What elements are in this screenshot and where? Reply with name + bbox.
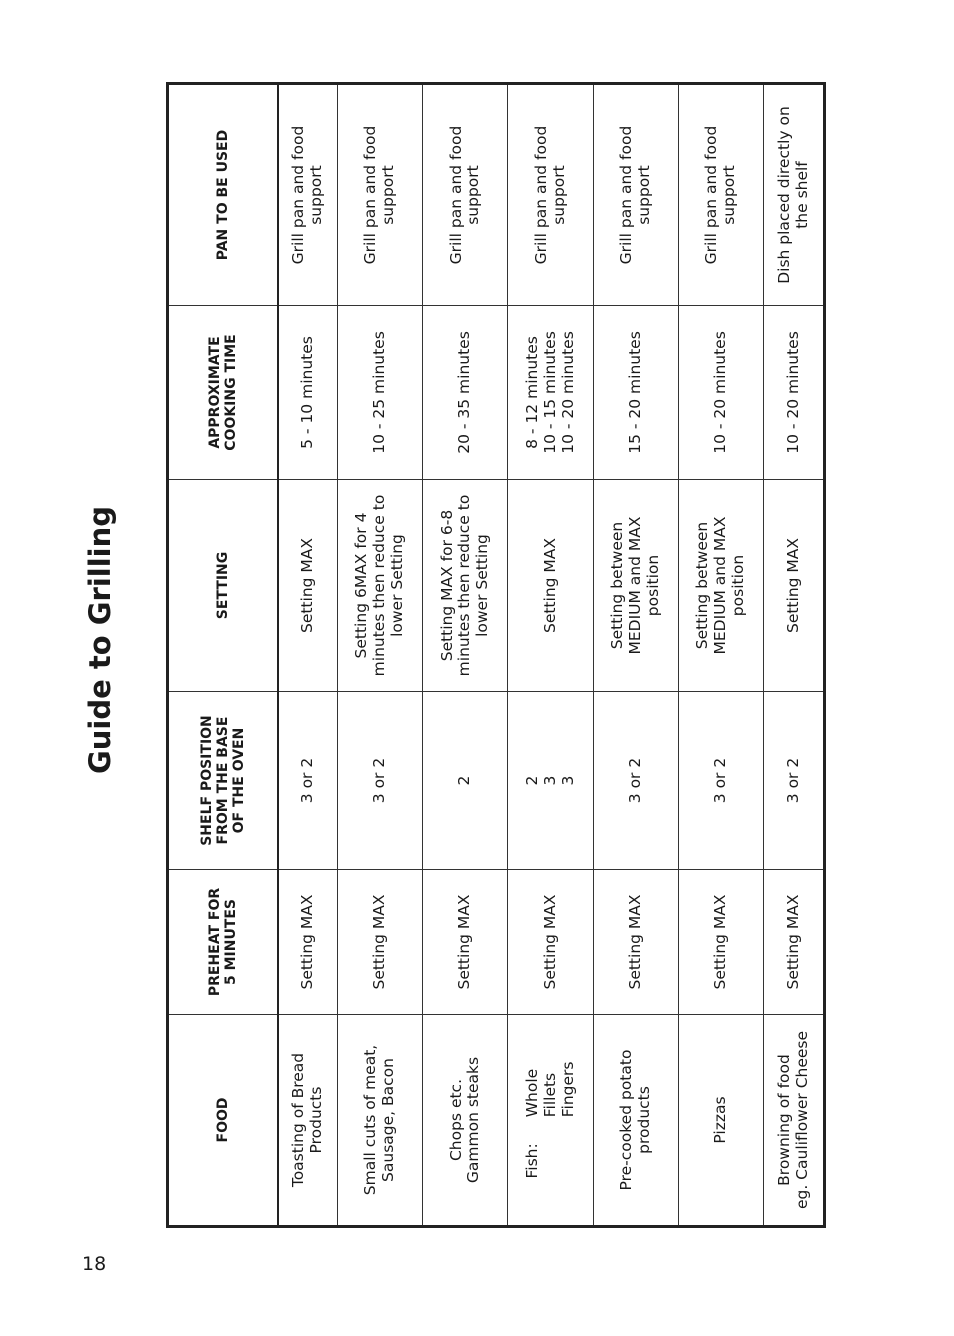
cell-setting: [764, 480, 825, 692]
cell-line: minutes then reduce to: [370, 494, 389, 677]
header-cooking-time: APPROXIMATE COOKING TIME: [168, 306, 278, 480]
cell-line: position: [729, 554, 748, 617]
cell-line: 2: [522, 775, 541, 786]
cell-preheat: Setting MAX: [593, 870, 678, 1015]
cell-line: minutes then reduce to: [455, 494, 474, 677]
cell-line: 10 - 20 minutes: [558, 331, 577, 454]
grilling-table-region: [166, 85, 826, 1228]
header-pan: PAN TO BE USED: [168, 84, 278, 306]
cell-food: [764, 1015, 825, 1227]
cell-line: Toasting of Bread: [288, 1052, 307, 1188]
table-row: [423, 84, 508, 1227]
cell-line: Grill pan and food: [702, 125, 721, 265]
cell-line: eg. Cauliflower Cheese: [792, 1030, 811, 1210]
cell-preheat: Setting MAX: [423, 870, 508, 1015]
cell-line: 10 - 15 minutes: [540, 331, 559, 454]
table-row: [508, 84, 593, 1227]
cell-line: MEDIUM and MAX: [711, 516, 730, 655]
cell-shelf: [423, 692, 508, 870]
cell-line: Small cuts of meat,: [361, 1044, 380, 1196]
cell-shelf: [337, 692, 422, 870]
table-row: [764, 84, 825, 1227]
cell-line: Pre-cooked potato: [617, 1049, 636, 1191]
page-title: Guide to Grilling: [83, 505, 117, 775]
grilling-table-rotated: [166, 85, 826, 1228]
cell-pan: [278, 84, 338, 306]
cell-line: 20 - 35 minutes: [455, 331, 474, 454]
cell-line: lower Setting: [388, 534, 407, 637]
cell-preheat: Setting MAX: [278, 870, 338, 1015]
cell-pan: [508, 84, 593, 306]
cell-pan: [337, 84, 422, 306]
cell-line: 3: [540, 775, 559, 786]
cell-line: 3 or 2: [370, 757, 389, 804]
cell-line: Fingers: [558, 1061, 577, 1118]
header-setting: SETTING: [168, 480, 278, 692]
cell-preheat: Setting MAX: [337, 870, 422, 1015]
cell-food: [337, 1015, 422, 1227]
cell-line: support: [549, 165, 568, 225]
cell-setting: [508, 480, 593, 692]
cell-line: Setting MAX: [783, 537, 802, 634]
cell-line: 3 or 2: [297, 757, 316, 804]
cell-line: 2: [455, 775, 474, 786]
cell-shelf: [593, 692, 678, 870]
cell-setting: [278, 480, 338, 692]
cell-line: Grill pan and food: [288, 125, 307, 265]
cell-shelf: [278, 692, 338, 870]
cell-time: [678, 306, 763, 480]
cell-pan: [593, 84, 678, 306]
cell-line: Pizzas: [711, 1096, 730, 1144]
cell-line: lower Setting: [473, 534, 492, 637]
cell-line: 8 - 12 minutes: [522, 336, 541, 449]
cell-line: Setting MAX: [297, 537, 316, 634]
cell-time: [508, 306, 593, 480]
cell-food: [423, 1015, 508, 1227]
cell-line: support: [634, 165, 653, 225]
cell-shelf: [508, 692, 593, 870]
cell-time: [423, 306, 508, 480]
cell-line: Setting between: [693, 521, 712, 650]
cell-time: [278, 306, 338, 480]
cell-line: 3 or 2: [783, 757, 802, 804]
cell-line: support: [464, 165, 483, 225]
cell-preheat: Setting MAX: [508, 870, 593, 1015]
cell-line: position: [643, 554, 662, 617]
cell-line: 5 - 10 minutes: [297, 336, 316, 449]
header-food: FOOD: [168, 1015, 278, 1227]
cell-time: [593, 306, 678, 480]
table-row: [678, 84, 763, 1227]
cell-line: 10 - 20 minutes: [783, 331, 802, 454]
header-shelf-position: SHELF POSITION FROM THE BASE OF THE OVEN: [168, 692, 278, 870]
cell-food: [508, 1015, 593, 1227]
cell-line: 10 - 25 minutes: [370, 331, 389, 454]
cell-line: Grill pan and food: [617, 125, 636, 265]
cell-line: Setting 6MAX for 4: [352, 512, 371, 659]
cell-time: [337, 306, 422, 480]
cell-setting: [423, 480, 508, 692]
cell-line: Products: [306, 1086, 325, 1154]
cell-line: Whole: [522, 1068, 541, 1118]
table-header-row: [168, 84, 278, 1227]
cell-line: Sausage, Bacon: [379, 1058, 398, 1182]
cell-line: MEDIUM and MAX: [625, 516, 644, 655]
cell-line: Grill pan and food: [446, 125, 465, 265]
cell-line: Setting MAX for 6-8: [437, 509, 456, 662]
cell-line: Setting between: [608, 521, 627, 650]
cell-pan: [764, 84, 825, 306]
cell-line: Grill pan and food: [531, 125, 550, 265]
cell-food: [278, 1015, 338, 1227]
cell-line: support: [306, 165, 325, 225]
table-row: [278, 84, 338, 1227]
cell-pan: [423, 84, 508, 306]
cell-line: Gammon steaks: [464, 1056, 483, 1184]
cell-line: Grill pan and food: [361, 125, 380, 265]
page-number: 18: [82, 1253, 107, 1275]
cell-pan: [678, 84, 763, 306]
header-preheat: PREHEAT FOR 5 MINUTES: [168, 870, 278, 1015]
cell-line: 10 - 20 minutes: [711, 331, 730, 454]
cell-line: products: [634, 1086, 653, 1154]
cell-shelf: [764, 692, 825, 870]
food-label: Fish:: [522, 1143, 541, 1179]
cell-setting: [678, 480, 763, 692]
cell-line: 3 or 2: [711, 757, 730, 804]
cell-line: 15 - 20 minutes: [625, 331, 644, 454]
cell-setting: [337, 480, 422, 692]
cell-line: Browning of food: [774, 1054, 793, 1186]
cell-time: [764, 306, 825, 480]
cell-line: Dish placed directly on: [774, 106, 793, 284]
grilling-table: [166, 82, 826, 1228]
cell-line: Setting MAX: [540, 537, 559, 634]
table-row: [593, 84, 678, 1227]
cell-line: 3: [558, 775, 577, 786]
cell-line: support: [720, 165, 739, 225]
table-row: [337, 84, 422, 1227]
cell-line: Fillets: [540, 1072, 559, 1118]
cell-line: 3 or 2: [625, 757, 644, 804]
cell-preheat: Setting MAX: [764, 870, 825, 1015]
cell-setting: [593, 480, 678, 692]
cell-line: Chops etc.: [446, 1078, 465, 1162]
cell-food: [678, 1015, 763, 1227]
cell-line: the shelf: [792, 161, 811, 229]
table-body: [278, 84, 825, 1227]
cell-shelf: [678, 692, 763, 870]
cell-preheat: Setting MAX: [678, 870, 763, 1015]
cell-food: [593, 1015, 678, 1227]
cell-line: support: [379, 165, 398, 225]
